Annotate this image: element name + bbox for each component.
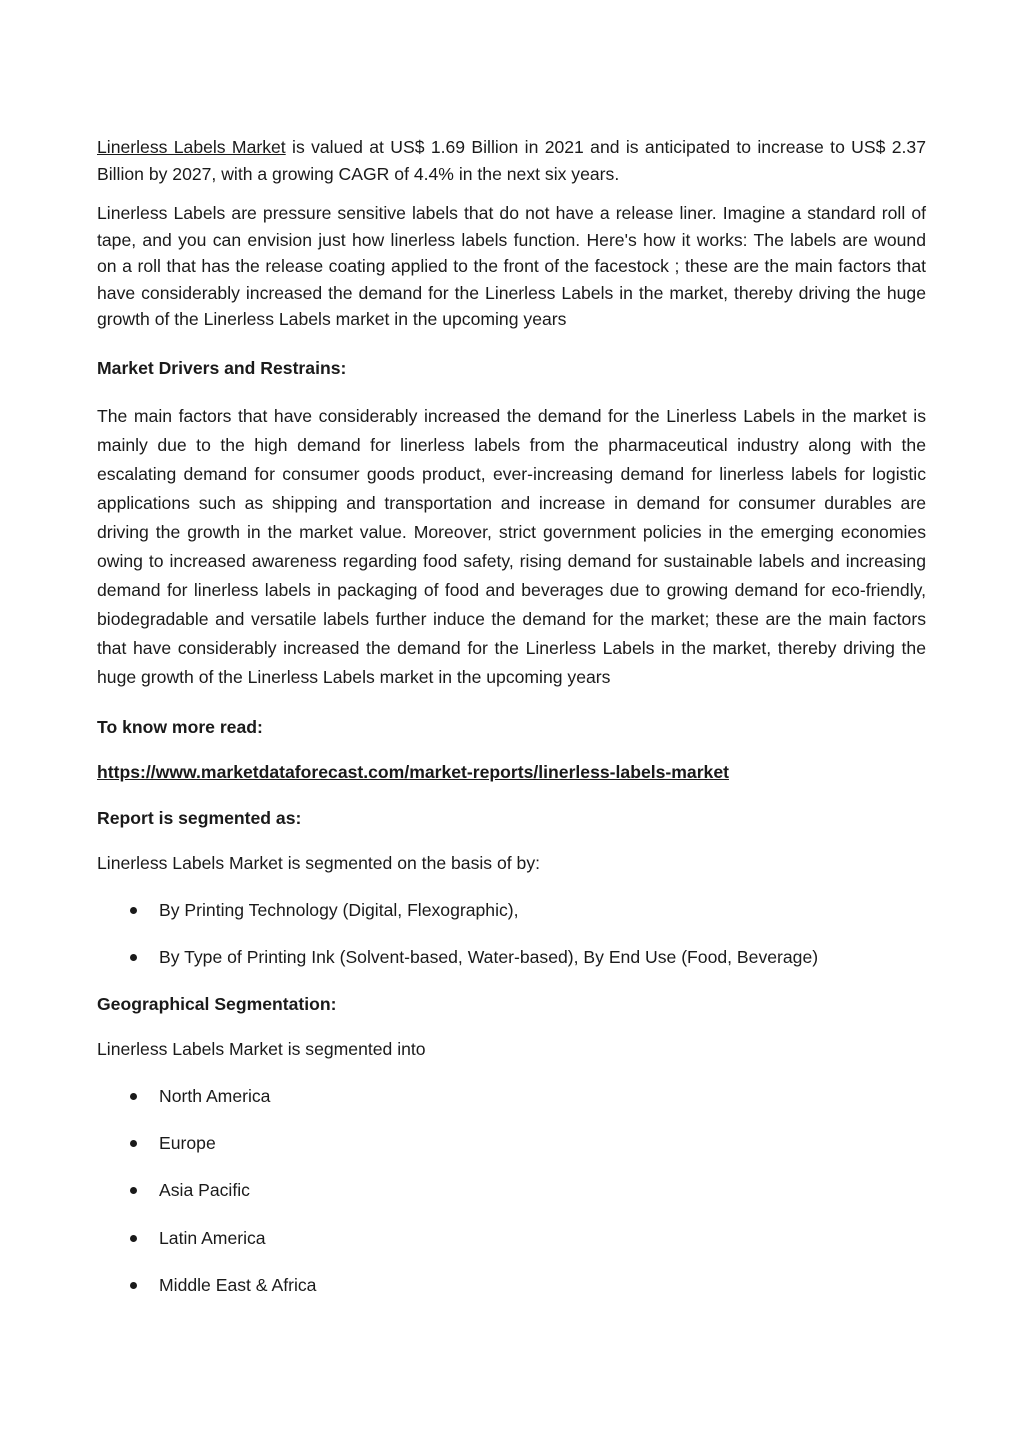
market-link[interactable]: Linerless Labels Market (97, 137, 286, 157)
list-item (97, 1179, 926, 1201)
segment-list (97, 899, 926, 968)
list-item (97, 1132, 926, 1154)
list-item-text: Europe (159, 1133, 216, 1154)
geographical-heading: Geographical Segmentation: (97, 993, 337, 1014)
report-url-link[interactable]: https://www.marketdataforecast.com/market-reports/linerless-labels-market (97, 761, 729, 782)
know-more-heading: To know more read: (97, 716, 263, 737)
segmented-intro: Linerless Labels Market is segmented on the basis of by: (97, 852, 541, 873)
bullet-icon (130, 1140, 137, 1147)
bullet-icon (130, 1282, 137, 1289)
list-item (97, 1274, 926, 1296)
list-item-text: By Type of Printing Ink (Solvent-based, Water-based), By End Use (Food, Beverage) (159, 946, 819, 967)
list-item-text: Middle East & Africa (159, 1274, 317, 1295)
bullet-icon (130, 907, 137, 914)
list-item (97, 899, 926, 921)
region-list (97, 1085, 926, 1296)
list-item (97, 1085, 926, 1107)
bullet-icon (130, 1187, 137, 1194)
list-item-text: By Printing Technology (Digital, Flexographic), (159, 899, 519, 920)
geographical-intro: Linerless Labels Market is segmented into (97, 1038, 426, 1059)
intro-paragraph (97, 134, 926, 188)
bullet-icon (130, 1235, 137, 1242)
bullet-icon (130, 954, 137, 961)
list-item-text: Latin America (159, 1227, 266, 1248)
bullet-icon (130, 1093, 137, 1100)
segmented-heading: Report is segmented as: (97, 807, 302, 828)
definition-paragraph: Linerless Labels are pressure sensitive labels that do not have a release liner. Imagine a standard roll of tape, and you can envision just how linerless labels function. Here's how it works: The labels are wound on a roll that has the release coating applied to the front of the facestock ; these are the main factors that have considerably increased the demand for the Linerless Labels in the market, thereby driving the huge growth of the Linerless Labels market in the upcoming years (97, 203, 926, 330)
list-item (97, 946, 926, 968)
list-item (97, 1227, 926, 1249)
list-item-text: North America (159, 1085, 271, 1106)
drivers-heading: Market Drivers and Restrains: (97, 357, 347, 378)
intro-text: is valued at US$ 1.69 Billion in 2021 and is anticipated to increase to US$ 2.37 Billion by 2027, with a growing CAGR of 4.4% in the next six years. (97, 137, 926, 184)
drivers-paragraph: The main factors that have considerably increased the demand for the Linerless Labels in the market is mainly due to the high demand for linerless labels from the pharmaceutical industry along with the escalating demand for consumer goods product, ever-increasing demand for linerless labels for logistic applications such as shipping and transportation and increase in demand for consumer durables are driving the growth in the market value. Moreover, strict government policies in the emerging economies owing to increased awareness regarding food safety, rising demand for sustainable labels and increasing demand for linerless labels in packaging of food and beverages due to growing demand for eco-friendly, biodegradable and versatile labels further induce the demand for the market; these are the main factors that have considerably increased the demand for the Linerless Labels in the market, thereby driving the huge growth of the Linerless Labels market in the upcoming years (97, 405, 926, 687)
report-url-line (97, 761, 926, 783)
list-item-text: Asia Pacific (159, 1180, 250, 1201)
document-page (97, 134, 926, 1321)
